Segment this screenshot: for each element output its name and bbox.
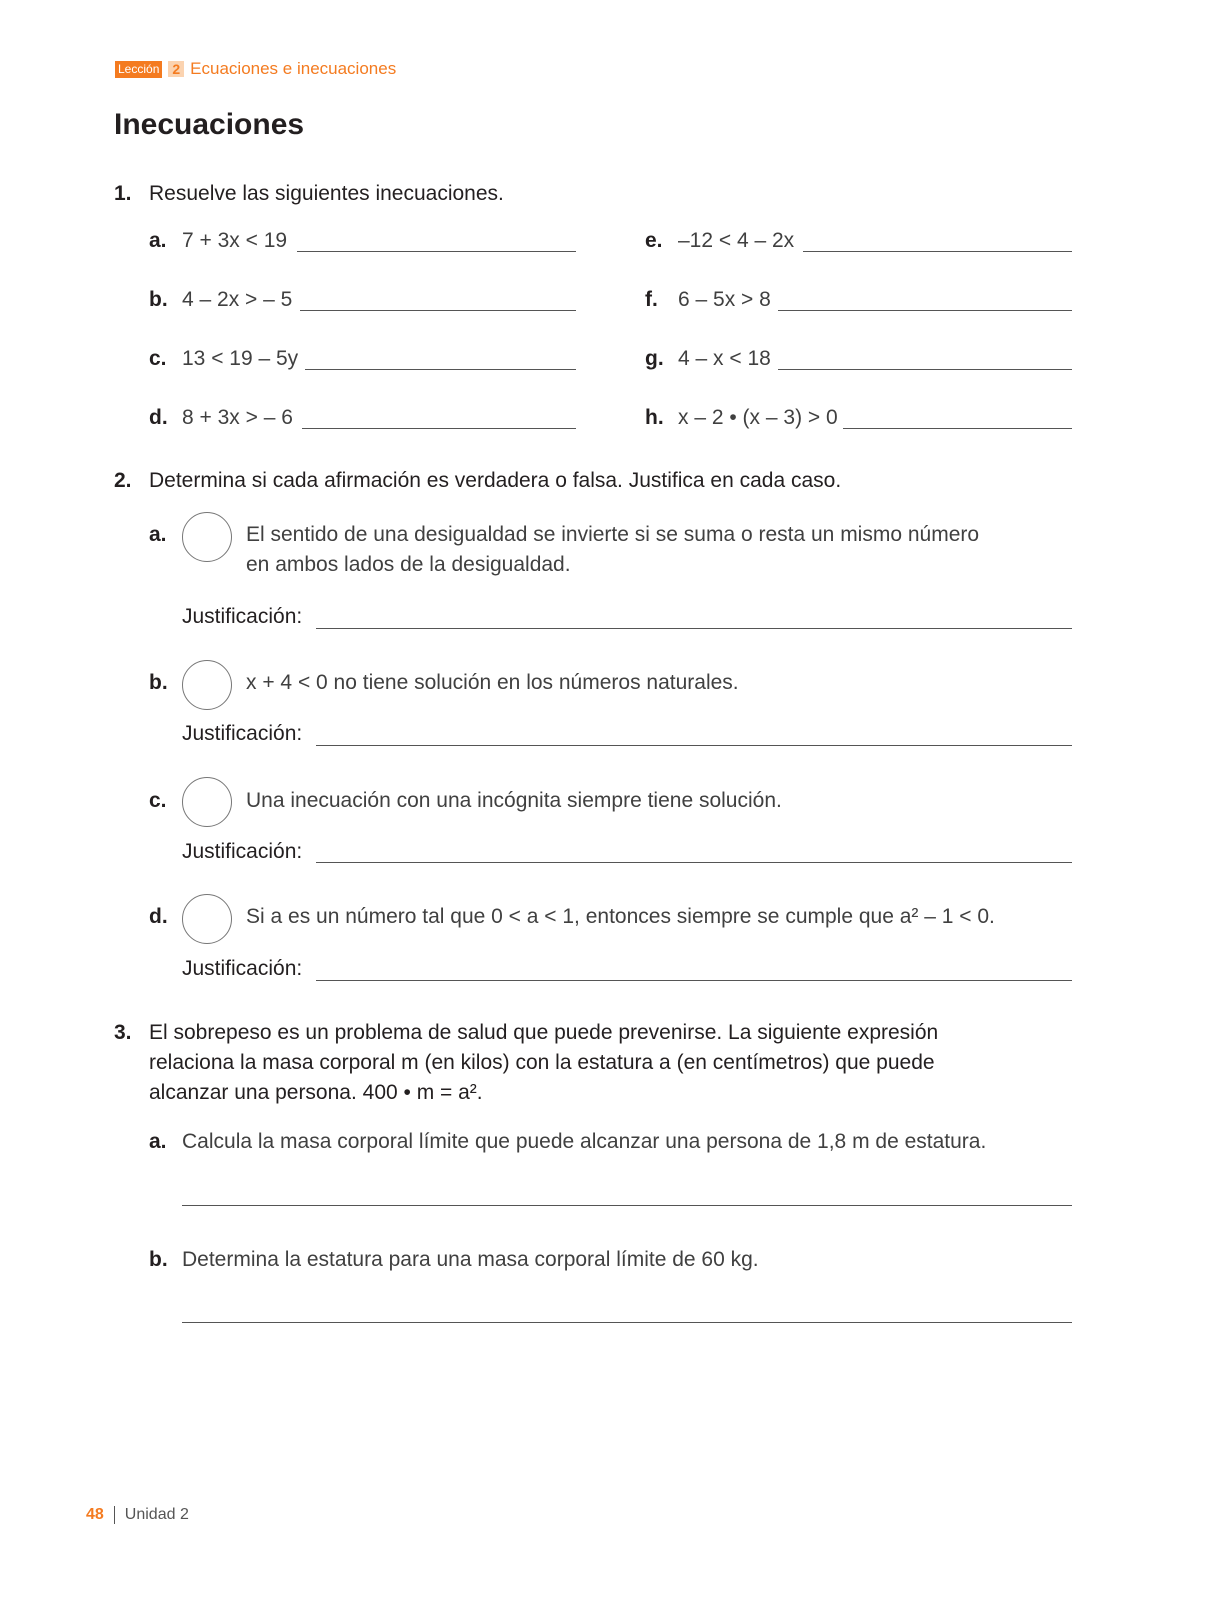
justification-line[interactable] [316, 745, 1072, 746]
question-1-number: 1. [114, 182, 132, 205]
q1-item-expression: 7 + 3x < 19 [182, 229, 288, 252]
lesson-number: 2 [168, 61, 184, 77]
page-number: 48 [86, 1506, 104, 1523]
statement-line-1: El sentido de una desigualdad se invierte si se suma o resta un mismo número [246, 523, 980, 546]
lesson-header [115, 59, 396, 79]
justification-label: Justificación: [182, 605, 303, 628]
justification-label: Justificación: [182, 957, 303, 980]
q1-item-expression: x – 2 • (x – 3) > 0 [678, 406, 838, 429]
statement-line-1: x + 4 < 0 no tiene solución en los números naturales. [246, 671, 739, 694]
question-3-line-1: El sobrepeso es un problema de salud que puede prevenirse. La siguiente expresión [149, 1021, 939, 1044]
true-false-circle[interactable] [182, 660, 232, 710]
q1-item-expression: 8 + 3x > – 6 [182, 406, 293, 429]
answer-line[interactable] [778, 310, 1072, 311]
q1-item-expression: 13 < 19 – 5y [182, 347, 299, 370]
answer-line[interactable] [182, 1205, 1072, 1206]
page-title: Inecuaciones [114, 108, 305, 141]
q1-item-expression: 4 – 2x > – 5 [182, 288, 293, 311]
true-false-circle[interactable] [182, 777, 232, 827]
q2-item-label: d. [149, 905, 168, 928]
answer-line[interactable] [803, 251, 1072, 252]
question-3-line-3: alcanzar una persona. 400 • m = a². [149, 1081, 483, 1104]
q1-item-label: d. [149, 406, 168, 429]
lesson-badge: Lección [115, 61, 162, 78]
question-2-text: Determina si cada afirmación es verdadera o falsa. Justifica en cada caso. [149, 469, 842, 492]
answer-line[interactable] [843, 428, 1072, 429]
question-3-line-2: relaciona la masa corporal m (en kilos) con la estatura a (en centímetros) que puede [149, 1051, 935, 1074]
answer-line[interactable] [778, 369, 1072, 370]
footer-divider [114, 1506, 115, 1524]
justification-line[interactable] [316, 980, 1072, 981]
answer-line[interactable] [297, 251, 576, 252]
q3-item-text: Calcula la masa corporal límite que puede alcanzar una persona de 1,8 m de estatura. [182, 1130, 987, 1153]
q1-item-label: b. [149, 288, 168, 311]
justification-label: Justificación: [182, 722, 303, 745]
question-2-number: 2. [114, 469, 132, 492]
q3-item-label: a. [149, 1130, 167, 1153]
q1-item-label: a. [149, 229, 167, 252]
q2-item-label: b. [149, 671, 168, 694]
q1-item-label: e. [645, 229, 663, 252]
justification-line[interactable] [316, 862, 1072, 863]
answer-line[interactable] [302, 428, 576, 429]
q1-item-label: h. [645, 406, 664, 429]
justification-label: Justificación: [182, 840, 303, 863]
lesson-name: Ecuaciones e inecuaciones [190, 59, 397, 78]
justification-line[interactable] [316, 628, 1072, 629]
q1-item-label: c. [149, 347, 167, 370]
question-3-number: 3. [114, 1021, 132, 1044]
page-footer [86, 1506, 189, 1524]
q1-item-expression: 4 – x < 18 [678, 347, 771, 370]
q1-item-expression: 6 – 5x > 8 [678, 288, 771, 311]
true-false-circle[interactable] [182, 894, 232, 944]
q1-item-label: f. [645, 288, 658, 311]
true-false-circle[interactable] [182, 512, 232, 562]
q2-item-label: c. [149, 789, 167, 812]
q2-item-label: a. [149, 523, 167, 546]
statement-line-2: en ambos lados de la desigualdad. [246, 553, 571, 576]
q3-item-text: Determina la estatura para una masa corporal límite de 60 kg. [182, 1248, 759, 1271]
unit-label: Unidad 2 [124, 1506, 189, 1523]
answer-line[interactable] [305, 369, 576, 370]
statement-line-1: Si a es un número tal que 0 < a < 1, entonces siempre se cumple que a² – 1 < 0. [246, 905, 995, 928]
q1-item-label: g. [645, 347, 664, 370]
question-1-text: Resuelve las siguientes inecuaciones. [149, 182, 504, 205]
q3-item-label: b. [149, 1248, 168, 1271]
answer-line[interactable] [300, 310, 576, 311]
statement-line-1: Una inecuación con una incógnita siempre tiene solución. [246, 789, 782, 812]
q1-item-expression: –12 < 4 – 2x [678, 229, 795, 252]
answer-line[interactable] [182, 1322, 1072, 1323]
